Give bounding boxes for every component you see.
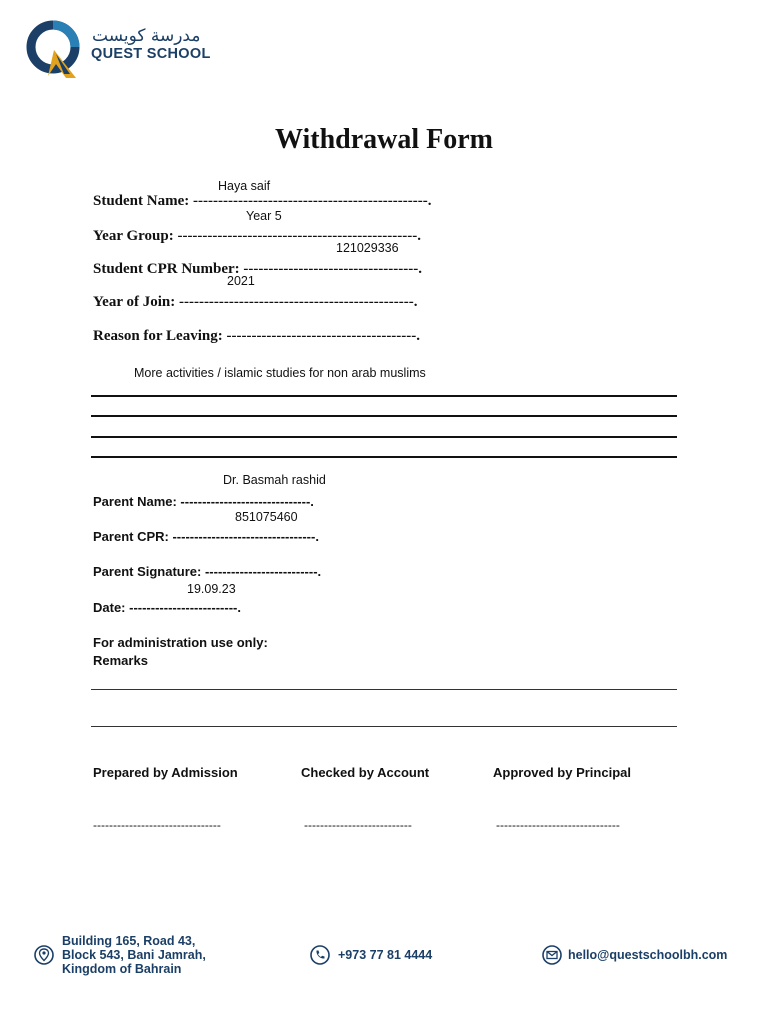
student-name-value[interactable]: Haya saif xyxy=(218,179,271,193)
parent-name-value[interactable]: Dr. Basmah rashid xyxy=(223,473,326,487)
remarks-line-1 xyxy=(91,689,677,690)
student-cpr-label: Student CPR Number: -----------------------------------. xyxy=(93,261,422,277)
approved-by-principal-label: Approved by Principal xyxy=(493,765,631,780)
reason-line-3 xyxy=(91,436,677,438)
footer-address-line-3: Kingdom of Bahrain xyxy=(62,962,182,976)
footer-phone[interactable]: +973 77 81 4444 xyxy=(338,948,433,962)
date-label: Date: -------------------------. xyxy=(93,600,241,615)
year-group-value[interactable]: Year 5 xyxy=(246,209,282,223)
parent-name-label: Parent Name: ------------------------------. xyxy=(93,494,314,509)
reason-label: Reason for Leaving: --------------------------------------. xyxy=(93,328,421,344)
email-icon xyxy=(542,945,562,965)
reason-line-1 xyxy=(91,395,677,397)
logo-english-name: QUEST SCHOOL xyxy=(91,46,211,62)
remarks-line-2 xyxy=(91,726,677,727)
reason-line-2 xyxy=(91,415,677,417)
reason-line-4 xyxy=(91,456,677,458)
location-icon xyxy=(34,945,54,965)
footer-address-line-2: Block 543, Bani Jamrah, xyxy=(62,948,206,962)
parent-cpr-value[interactable]: 851075460 xyxy=(235,510,298,524)
parent-cpr-label: Parent CPR: ---------------------------------. xyxy=(93,529,319,544)
phone-icon xyxy=(310,945,330,965)
admission-signature-line: -------------------------------- xyxy=(93,818,221,832)
admin-heading: For administration use only: xyxy=(93,635,268,650)
remarks-label: Remarks xyxy=(93,653,148,668)
reason-value[interactable]: More activities / islamic studies for non arab muslims xyxy=(134,366,426,380)
student-cpr-value[interactable]: 121029336 xyxy=(336,241,399,255)
checked-by-account-label: Checked by Account xyxy=(301,765,430,780)
date-value[interactable]: 19.09.23 xyxy=(187,582,236,596)
year-of-join-label: Year of Join: -----------------------------------------------. xyxy=(93,294,418,310)
account-signature-line: --------------------------- xyxy=(304,818,412,832)
parent-signature-label: Parent Signature: --------------------------. xyxy=(93,564,322,579)
student-name-label: Student Name: -----------------------------------------------. xyxy=(93,193,432,209)
principal-signature-line: ------------------------------- xyxy=(496,818,620,832)
footer-email[interactable]: hello@questschoolbh.com xyxy=(568,948,728,962)
logo-arabic-name: مدرسة كويست xyxy=(92,26,201,46)
footer-address-line-1: Building 165, Road 43, xyxy=(62,934,196,948)
year-of-join-value[interactable]: 2021 xyxy=(227,274,255,288)
form-title: Withdrawal Form xyxy=(274,124,494,155)
year-group-label: Year Group: ------------------------------------------------. xyxy=(93,228,421,244)
prepared-by-admission-label: Prepared by Admission xyxy=(93,765,238,780)
quest-q-logo-icon xyxy=(26,20,86,82)
